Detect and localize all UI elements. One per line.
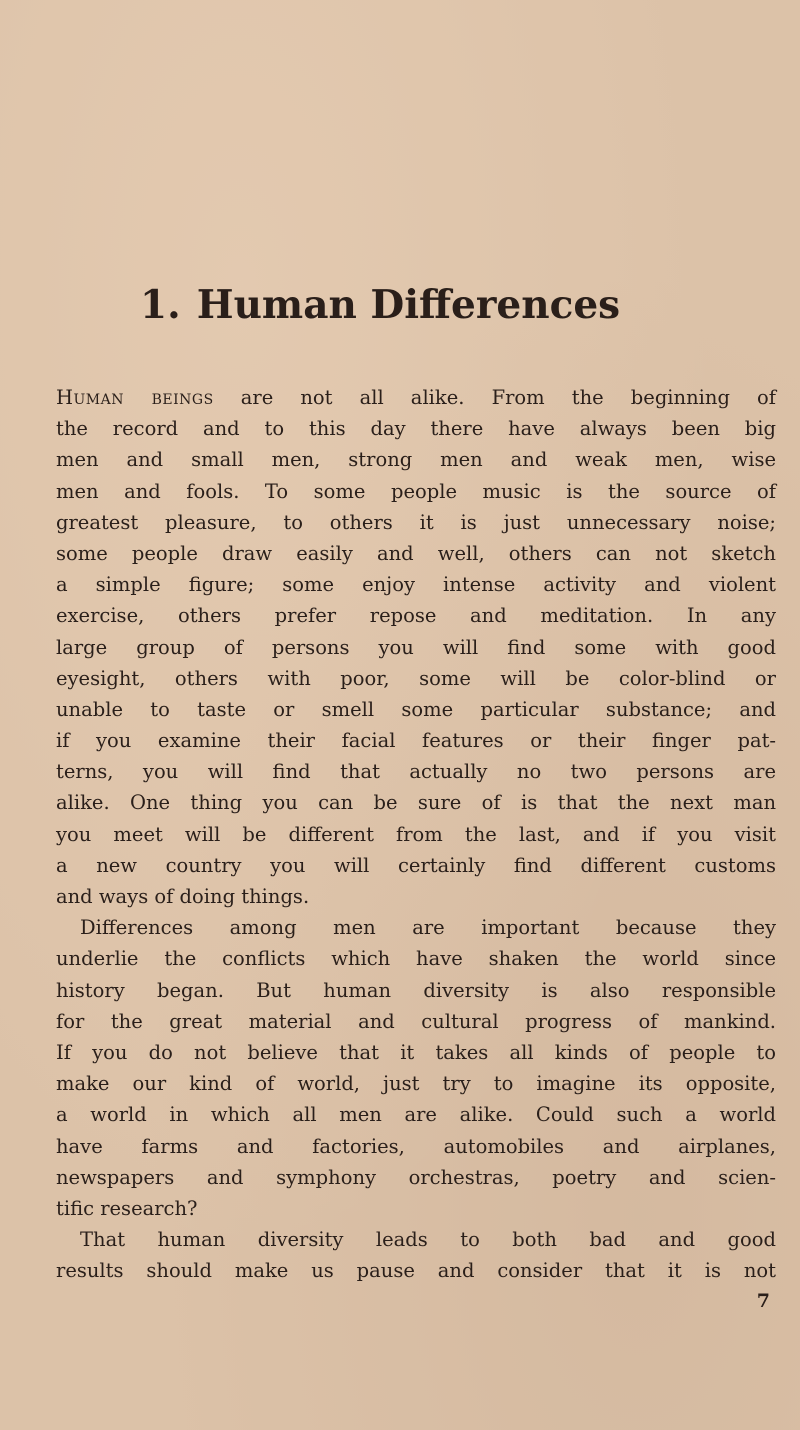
text-line: men and small men, strong men and weak men, wise — [56, 448, 776, 472]
text-line: unable to taste or smell some particular substance; and — [56, 697, 776, 721]
text-line: results should make us pause and consider that it is not — [56, 1259, 776, 1283]
text-line: If you do not believe that it takes all kinds of people to — [56, 1040, 776, 1064]
text-line: and ways of doing things. — [56, 885, 310, 908]
text-line: Differences among men are important because they — [80, 916, 776, 940]
chapter-title-text: Human Differences — [196, 282, 621, 328]
text-line: some people draw easily and well, others can not sketch — [56, 541, 776, 565]
chapter-title — [140, 282, 620, 328]
text-line: the record and to this day there have always been big — [56, 417, 776, 441]
text-line: underlie the conflicts which have shaken the world since — [56, 947, 776, 971]
text-line: men and fools. To some people music is the source of — [56, 479, 776, 503]
text-line: a new country you will certainly find different customs — [56, 853, 776, 877]
chapter-number: 1. — [140, 282, 181, 328]
text-line: terns, you will find that actually no two persons are — [56, 760, 776, 784]
text-line: eyesight, others with poor, some will be color-blind or — [56, 666, 776, 690]
text-line: alike. One thing you can be sure of is that the next man — [56, 791, 776, 815]
text-line: you meet will be different from the last, and if you visit — [56, 822, 776, 846]
text-line: greatest pleasure, to others it is just unnecessary noise; — [56, 510, 776, 534]
text-line: a simple figure; some enjoy intense activity and violent — [56, 573, 776, 597]
text-line: That human diversity leads to both bad and good — [80, 1228, 776, 1252]
body-text — [56, 382, 776, 1286]
text-line: newspapers and symphony orchestras, poetry and scien- — [56, 1165, 776, 1189]
text-line: large group of persons you will find some with good — [56, 635, 776, 659]
text-line: a world in which all men are alike. Could such a world — [56, 1103, 776, 1127]
text-line: make our kind of world, just try to imagine its opposite, — [56, 1072, 776, 1096]
text-line: Human beings are not all alike. From the beginning of — [56, 386, 776, 409]
page-number: 7 — [756, 1290, 770, 1312]
text-line: history began. But human diversity is also responsible — [56, 978, 776, 1002]
text-line: have farms and factories, automobiles and airplanes, — [56, 1134, 776, 1158]
text-line: if you examine their facial features or their finger pat- — [56, 729, 776, 753]
text-line: exercise, others prefer repose and meditation. In any — [56, 604, 776, 628]
text-line: tific research? — [56, 1196, 198, 1220]
paragraph-lead: Human beings — [56, 386, 214, 409]
text-line: for the great material and cultural progress of mankind. — [56, 1009, 776, 1033]
